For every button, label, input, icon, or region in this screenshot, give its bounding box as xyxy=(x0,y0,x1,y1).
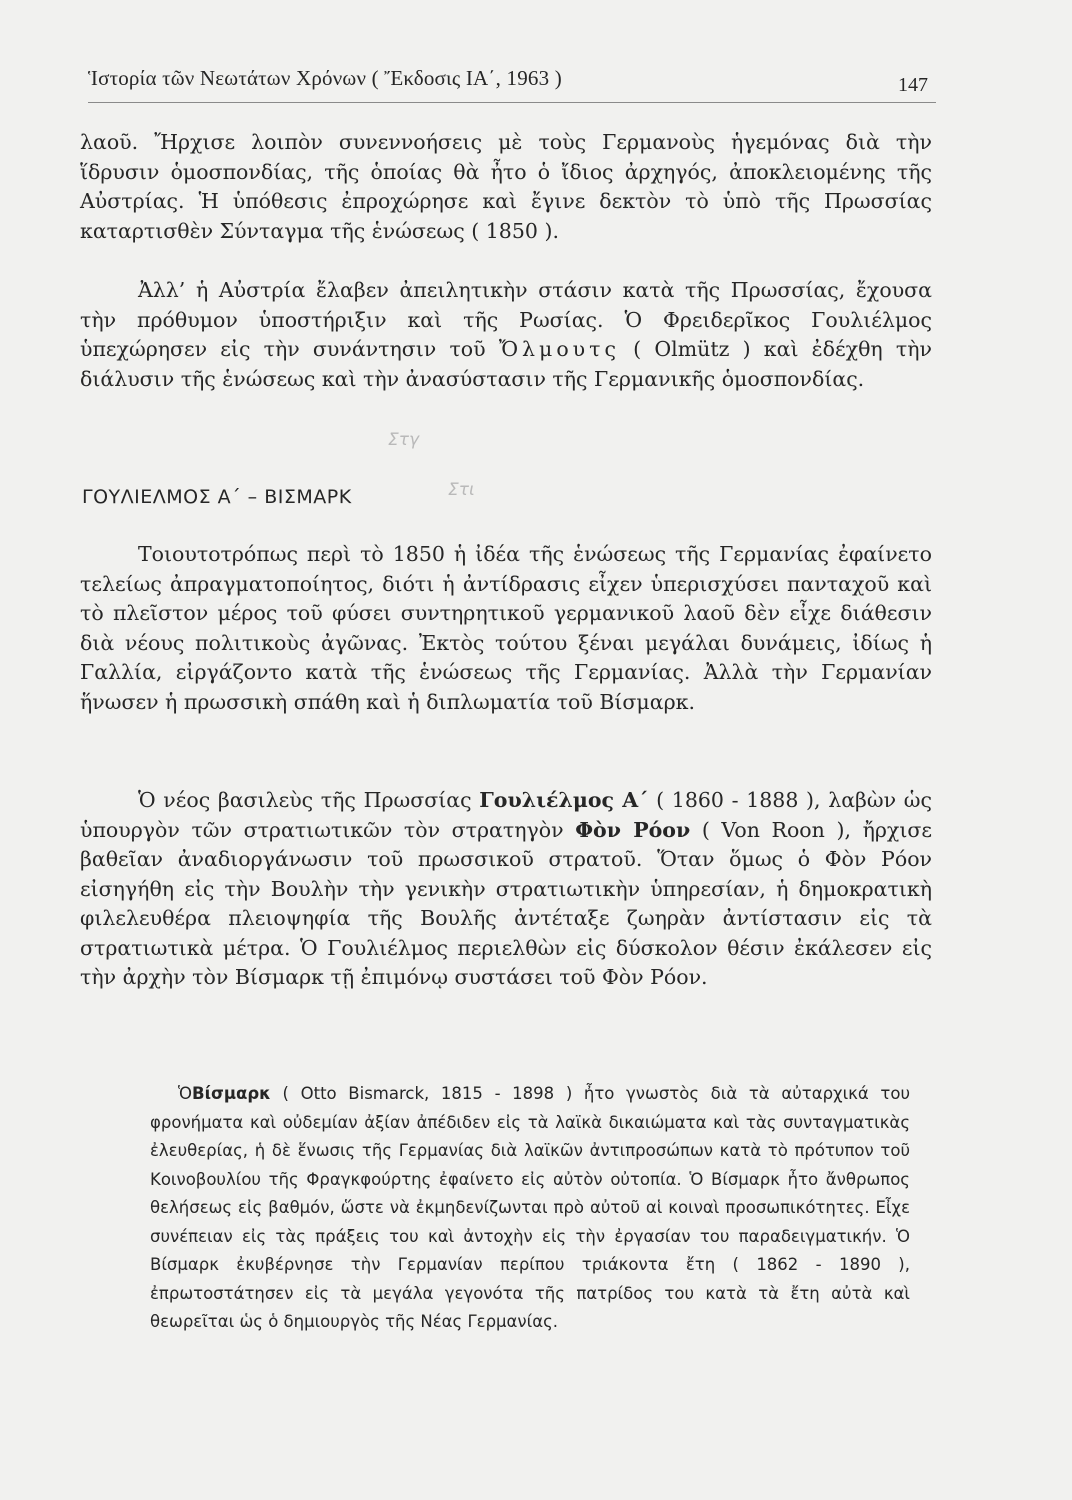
note-text xyxy=(150,1080,910,1337)
paragraph-2 xyxy=(80,276,932,394)
wilhelm-name: Γουλιέλμος Α΄ xyxy=(479,788,649,812)
bismarck-name: Βίσμαρκ xyxy=(192,1084,271,1103)
running-header xyxy=(88,66,936,103)
book-title: Ἱστορία τῶν Νεωτάτων Χρόνων ( Ἔκδοσις ΙΑ΄, 1963 ) xyxy=(88,66,562,90)
section-heading: ΓΟΥΛΙΕΛΜΟΣ Α΄ – ΒΙΣΜΑΡΚ xyxy=(82,486,352,508)
paragraph-4-part-c: ( Von Roon ), ἤρχισε βαθεῖαν ἀναδιοργάνωσιν τοῦ πρωσσικοῦ στρατοῦ. Ὅταν ὅμως ὁ Φὸν Ρόον εἰσηγήθη εἰς τὴν Βουλὴν τὴν γενικὴν στρατιωτικὴν ὑπηρεσίαν, ἡ δημοκρατικὴ φιλελευθέρα πλειοψηφία τῆς Βουλῆς ἀντέταξε ζωηρὰν ἀντίστασιν εἰς τὰ στρατιωτικὰ μέτρα. Ὁ Γουλιέλμος περιελθὼν εἰς δύσκολον θέσιν ἐκάλεσεν εἰς τὴν ἀρχὴν τὸν Βίσμαρκ τῇ ἐπιμόνῳ συστάσει τοῦ Φὸν Ρόον. xyxy=(80,817,932,989)
pencil-mark-1: Στγ xyxy=(388,430,420,450)
paragraph-4-part-a: Ὁ νέος βασιλεὺς τῆς Πρωσσίας xyxy=(138,788,472,812)
note-part-a: Ὁ xyxy=(178,1084,192,1103)
paragraph-1-text: λαοῦ. Ἤρχισε λοιπὸν συνεννοήσεις μὲ τοὺς Γερμανοὺς ἡγεμόνας διὰ τὴν ἵδρυσιν ὁμοσπονδίας, τῆς ὁποίας θὰ ἦτο ὁ ἴδιος ἀρχηγός, ἀποκλειομένης τῆς Αὐστρίας. Ἡ ὑπόθεσις ἐπροχώρησε καὶ ἔγινε δεκτὸν τὸ ὑπὸ τῆς Πρωσσίας καταρτισθὲν Σύνταγμα τῆς ἑνώσεως ( 1850 ). xyxy=(80,130,932,243)
paragraph-3-text: Τοιουτοτρόπως περὶ τὸ 1850 ἡ ἰδέα τῆς ἑνώσεως τῆς Γερμανίας ἐφαίνετο τελείως ἀπραγματοποίητος, διότι ἡ ἀντίδρασις εἶχεν ὑπερισχύσει πανταχοῦ καὶ τὸ πλεῖστον μέρος τοῦ φύσει συντηρητικοῦ γερμανικοῦ λαοῦ δὲν εἶχε διάθεσιν διὰ νέους πολιτικοὺς ἀγῶνας. Ἐκτὸς τούτου ξέναι μεγάλαι δυνάμεις, ἰδίως ἡ Γαλλία, εἰργάζοντο κατὰ τῆς ἑνώσεως τῆς Γερμανίας. Ἀλλὰ τὴν Γερμανίαν ἥνωσεν ἡ πρωσσικὴ σπάθη καὶ ἡ διπλωματία τοῦ Βίσμαρκ. xyxy=(80,542,932,714)
olmutz-greek: Ὄλμουτς xyxy=(498,337,620,361)
bismarck-note xyxy=(150,1080,910,1337)
von-roon-name: Φὸν Ρόον xyxy=(575,817,691,842)
paragraph-2-part-b: ( Olmütz ) καὶ ἐδέχθη τὴν διάλυσιν τῆς ἑνώσεως καὶ τὴν ἀνασύστασιν τῆς Γερμανικῆς ὁμοσπονδίας. xyxy=(80,337,932,391)
paragraph-4-text xyxy=(80,786,932,993)
paragraph-1 xyxy=(80,128,932,246)
paragraph-2-part-a: Ἀλλ’ ἡ Αὐστρία ἔλαβεν ἀπειλητικὴν στάσιν κατὰ τῆς Πρωσσίας, ἔχουσα τὴν πρόθυμον ὑποστήριξιν καὶ τῆς Ρωσίας. Ὁ Φρειδερῖκος Γουλιέλμος ὑπεχώρησεν εἰς τὴν συνάντησιν τοῦ xyxy=(80,278,932,361)
paragraph-4-part-b: ( 1860 - 1888 ), λαβὼν ὡς ὑπουργὸν τῶν στρατιωτικῶν τὸν στρατηγὸν xyxy=(80,788,932,842)
note-part-b: ( Otto Bismarck, 1815 - 1898 ) ἦτο γνωστὸς διὰ τὰ αὐταρχικά του φρονήματα καὶ οὐδεμίαν ἀξίαν ἀπέδιδεν εἰς τὰ λαϊκὰ δικαιώματα καὶ τὰς συνταγματικὰς ἐλευθερίας, ἡ δὲ ἕνωσις τῆς Γερμανίας διὰ λαϊκῶν ἀντιπροσώπων κατὰ τὸ πρότυπον τοῦ Κοινοβουλίου τῆς Φραγκφούρτης ἐφαίνετο εἰς αὐτὸν οὐτοπία. Ὁ Βίσμαρκ ἦτο ἄνθρωπος θελήσεως εἰς βαθμόν, ὥστε νὰ ἐκμηδενίζωνται πρὸ αὐτοῦ αἱ κοιναὶ προσωπικότητες. Εἶχε συνέπειαν εἰς τὰς πράξεις του καὶ ἀντοχὴν εἰς τὴν ἐργασίαν του παραδειγματικήν. Ὁ Βίσμαρκ ἐκυβέρνησε τὴν Γερμανίαν περίπου τριάκοντα ἔτη ( 1862 - 1890 ), ἐπρωτοστάτησεν εἰς τὰ μεγάλα γεγονότα τῆς πατρίδος του κατὰ τὰ ἔτη αὐτὰ καὶ θεωρεῖται ὡς ὁ δημιουργὸς τῆς Νέας Γερμανίας. xyxy=(150,1084,910,1331)
pencil-mark-2: Στι xyxy=(448,480,475,500)
paragraph-2-text xyxy=(80,276,932,394)
paragraph-4 xyxy=(80,786,932,993)
paragraph-3 xyxy=(80,540,932,717)
page-number: 147 xyxy=(898,74,928,96)
